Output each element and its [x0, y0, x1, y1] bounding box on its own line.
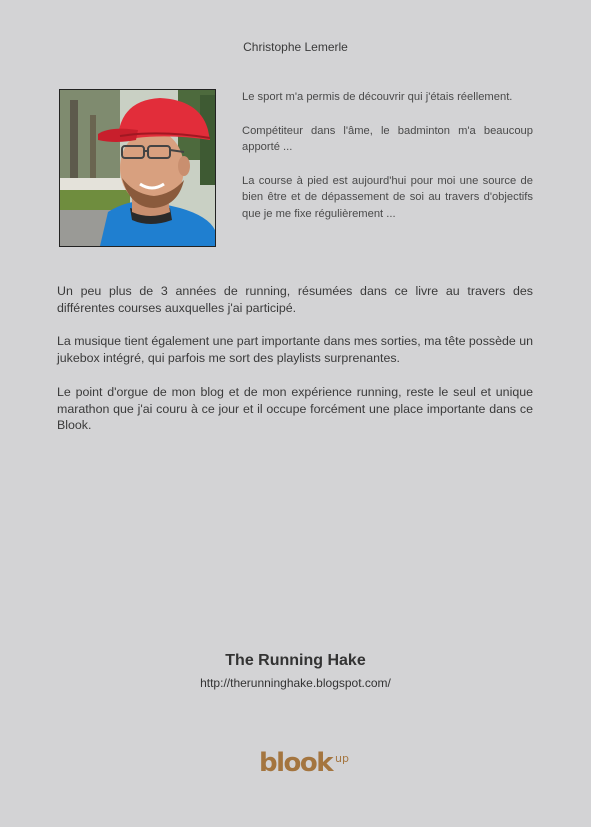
description-paragraph: La musique tient également une part importante dans mes sorties, ma tête possède un jukebox intégré, qui parfois me sort des playlists surprenantes.: [57, 334, 533, 366]
author-name: Christophe Lemerle: [243, 40, 348, 54]
description-paragraph: Le point d'orgue de mon blog et de mon expérience running, reste le seul et unique marathon que j'ai couru à ce jour et il occupe forcément une place importante dans ce Blook.: [57, 384, 533, 433]
intro-paragraph: La course à pied est aujourd'hui pour moi une source de bien être et de dépassement de soi au travers d'objectifs que je me fixe régulièrement ...: [242, 174, 533, 220]
description-paragraph: Un peu plus de 3 années de running, résumées dans ce livre au travers des différentes courses auxquelles j'ai participé.: [57, 284, 533, 315]
intro-paragraph: Compétiteur dans l'âme, le badminton m'a beaucoup apporté ...: [242, 124, 533, 153]
logo-superscript: up: [335, 752, 350, 765]
intro-text: [242, 89, 533, 239]
blog-url[interactable]: http://therunninghake.blogspot.com/: [200, 676, 391, 690]
logo-text: blook: [258, 748, 333, 778]
blookup-logo: [258, 748, 350, 778]
description: [57, 283, 533, 451]
blog-title: The Running Hake: [225, 652, 366, 669]
author-photo: [59, 89, 216, 247]
publisher-logo: [0, 748, 591, 778]
intro-paragraph: Le sport m'a permis de découvrir qui j'étais réellement.: [242, 91, 513, 103]
